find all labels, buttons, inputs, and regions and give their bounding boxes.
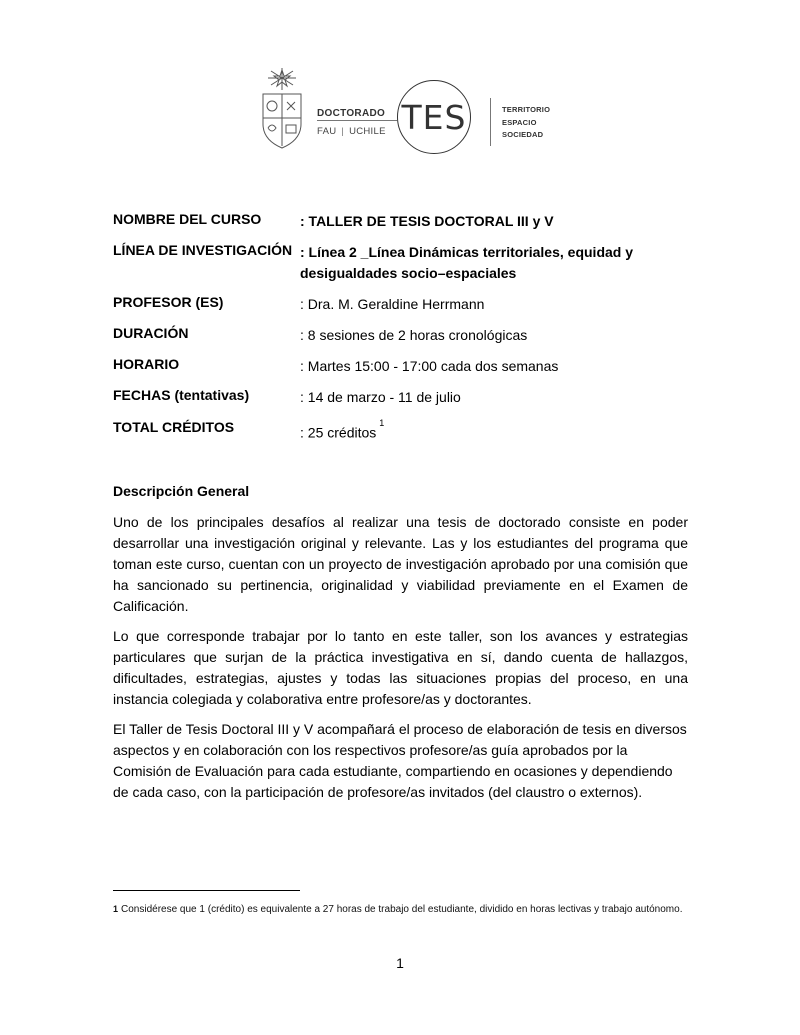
section-title: Descripción General <box>113 483 250 499</box>
tes-word: SOCIEDAD <box>502 130 544 139</box>
fau-label: FAU <box>317 126 337 137</box>
paragraph: El Taller de Tesis Doctoral III y V acompañará el proceso de elaboración de tesis en diversos aspectos y en colaboración con los respectivos profesore/as guía aprobados por la Comisión de Evaluación para cada estudiante, compartiendo en ocasiones y dependiendo de cada caso, con la participación de profesore/as invitados (del claustro o externos). <box>113 721 687 800</box>
footnote-divider <box>113 890 300 891</box>
field-value: : Línea 2 _Línea Dinámicas territoriales, equidad y desigualdades socio–espaciales <box>300 244 634 281</box>
field-label: DURACIÓN <box>113 325 189 341</box>
header-logo-block <box>258 64 558 164</box>
field-value: : 8 sesiones de 2 horas cronológicas <box>300 327 528 343</box>
field-value: : 25 créditos <box>300 424 377 441</box>
tes-words <box>502 104 550 142</box>
field-value: : Dra. M. Geraldine Herrmann <box>300 296 485 312</box>
faculty-label: FAU | UCHILE <box>317 126 386 137</box>
paragraph: Uno de los principales desafíos al realizar una tesis de doctorado consiste en poder desarrollar una investigación original y relevante. Las y los estudiantes del programa que toman este curso, cuentan con un proyecto de investigación aprobado por una comisión que ha sancionado su pertinencia, originalidad y viabilidad previamente en el Examen de Calificación. <box>113 514 688 614</box>
tes-word: ESPACIO <box>502 117 537 127</box>
tes-word: TERRITORIO <box>502 105 551 114</box>
uchile-label: UCHILE <box>349 126 386 137</box>
field-value: : 14 de marzo - 11 de julio <box>300 389 461 405</box>
footnote-text: Considérese que 1 (crédito) es equivalente a 27 horas de trabajo del estudiante, dividido en horas lectivas y trabajo autónomo. <box>121 904 683 915</box>
field-label: TOTAL CRÉDITOS <box>113 419 235 435</box>
field-label: HORARIO <box>113 356 180 372</box>
page-number: 1 <box>396 955 404 971</box>
field-label: NOMBRE DEL CURSO <box>113 211 262 227</box>
field-label: FECHAS (tentativas) <box>113 387 250 403</box>
divider <box>490 98 491 146</box>
field-value: : Martes 15:00 - 17:00 cada dos semanas <box>300 358 559 374</box>
field-value: : TALLER DE TESIS DOCTORAL III y V <box>300 213 554 229</box>
field-label: PROFESOR (ES) <box>113 294 224 310</box>
footnote <box>113 902 688 917</box>
paragraph: Lo que corresponde trabajar por lo tanto en este taller, son los avances y estrategias particulares que surjan de la práctica investigativa en sí, dando cuenta de hallazgos, dificultades, estrategias, ajustes y todas las situaciones propias del proceso, en una instancia colegiada y colaborativa entre profesore/as y doctorantes. <box>113 628 688 707</box>
footnote-mark: 1 <box>113 904 119 914</box>
university-shield-icon <box>258 68 306 152</box>
divider <box>317 120 397 121</box>
program-name: DOCTORADO <box>317 108 386 119</box>
footnote-ref[interactable]: 1 <box>379 418 385 428</box>
field-label: LÍNEA DE INVESTIGACIÓN <box>113 242 293 258</box>
field-value-wrap <box>300 419 640 444</box>
tes-logo: TES <box>397 80 471 154</box>
